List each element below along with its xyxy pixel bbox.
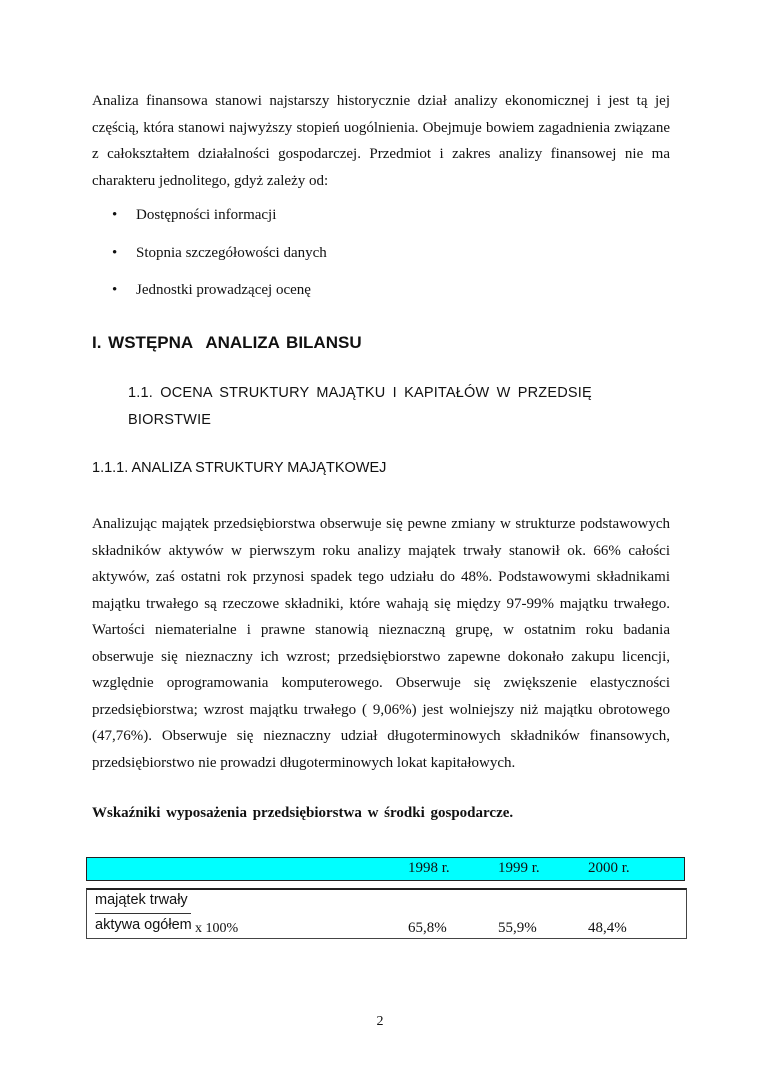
table-header-row	[86, 857, 685, 881]
page-number: 2	[376, 1014, 384, 1029]
fraction-denominator: aktywa ogółem	[95, 917, 192, 933]
year-header-1999: 1999 r.	[498, 860, 540, 876]
multiplier: x 100%	[195, 921, 239, 936]
bullet-icon: •	[112, 207, 118, 223]
bullet-text: Stopnia szczegółowości danych	[136, 244, 327, 261]
value-2000: 48,4%	[588, 920, 627, 936]
value-1998: 65,8%	[408, 920, 447, 936]
list-item	[92, 202, 670, 240]
intro-paragraph: Analiza finansowa stanowi najstarszy historycznie dział analizy ekonomicznej i jest tą jej częścią, która stanowi najwyższy stopień uogólnienia. Obejmuje bowiem zagadnienia związane z całokształtem działalności gospodarczej. Przedmiot i zakres analizy finansowej nie ma charakteru jednolitego, gdyż zależy od:	[92, 93, 670, 189]
year-header-1998: 1998 r.	[408, 860, 450, 876]
bullet-icon: •	[112, 282, 118, 298]
bullet-text: Jednostki prowadzącej ocenę	[136, 282, 311, 298]
table-title: Wskaźniki wyposażenia przedsiębiorstwa w środki gospodarcze.	[92, 805, 514, 821]
subsubsection-heading: 1.1.1. ANALIZA STRUKTURY MAJĄTKOWEJ	[92, 460, 387, 476]
year-header-2000: 2000 r.	[588, 860, 630, 876]
bullet-text: Dostępności informacji	[136, 207, 277, 223]
value-1999: 55,9%	[498, 920, 537, 936]
subsection-heading: 1.1. OCENA STRUKTURY MAJĄTKU I KAPITAŁÓW W PRZEDSIĘ BIORSTWIE	[128, 385, 592, 428]
bullet-icon: •	[112, 244, 118, 261]
analysis-paragraph: Analizując majątek przedsiębiorstwa obserwuje się pewne zmiany w strukturze podstawowych składników aktywów w pierwszym roku analizy majątek trwały stanowił ok. 66% całości aktywów, zaś ostatni rok przynosi spadek tego udziału do 48%. Podstawowymi składnikami majątku trwałego są rzeczowe składniki, które wahają się między 97-99% majątku trwałego. Wartości niematerialne i prawne stanowią nieznaczną grupę, w ostatnim roku badania obserwuje się nieznaczny ich wzrost; przedsiębiorstwo zapewne dokonało zakupu licencji, względnie oprogramowania komputerowego. Obserwuje się zwiększenie elastyczności przedsiębiorstwa; wzrost majątku trwałego ( 9,06%) jest wolniejszy niż majątku obrotowego (47,76%). Obserwuje się nieznaczny udział długoterminowych składników finansowych, przedsiębiorstwo nie prowadzi długoterminowych lokat kapitałowych.	[92, 516, 670, 771]
section-heading: I. WSTĘPNA ANALIZA BILANSU	[92, 333, 362, 352]
fraction-numerator: majątek trwały	[95, 892, 188, 908]
list-item	[92, 240, 670, 278]
list-item	[92, 277, 670, 315]
table-row	[86, 888, 687, 939]
fraction-line	[95, 913, 191, 914]
bullet-list	[92, 202, 670, 315]
